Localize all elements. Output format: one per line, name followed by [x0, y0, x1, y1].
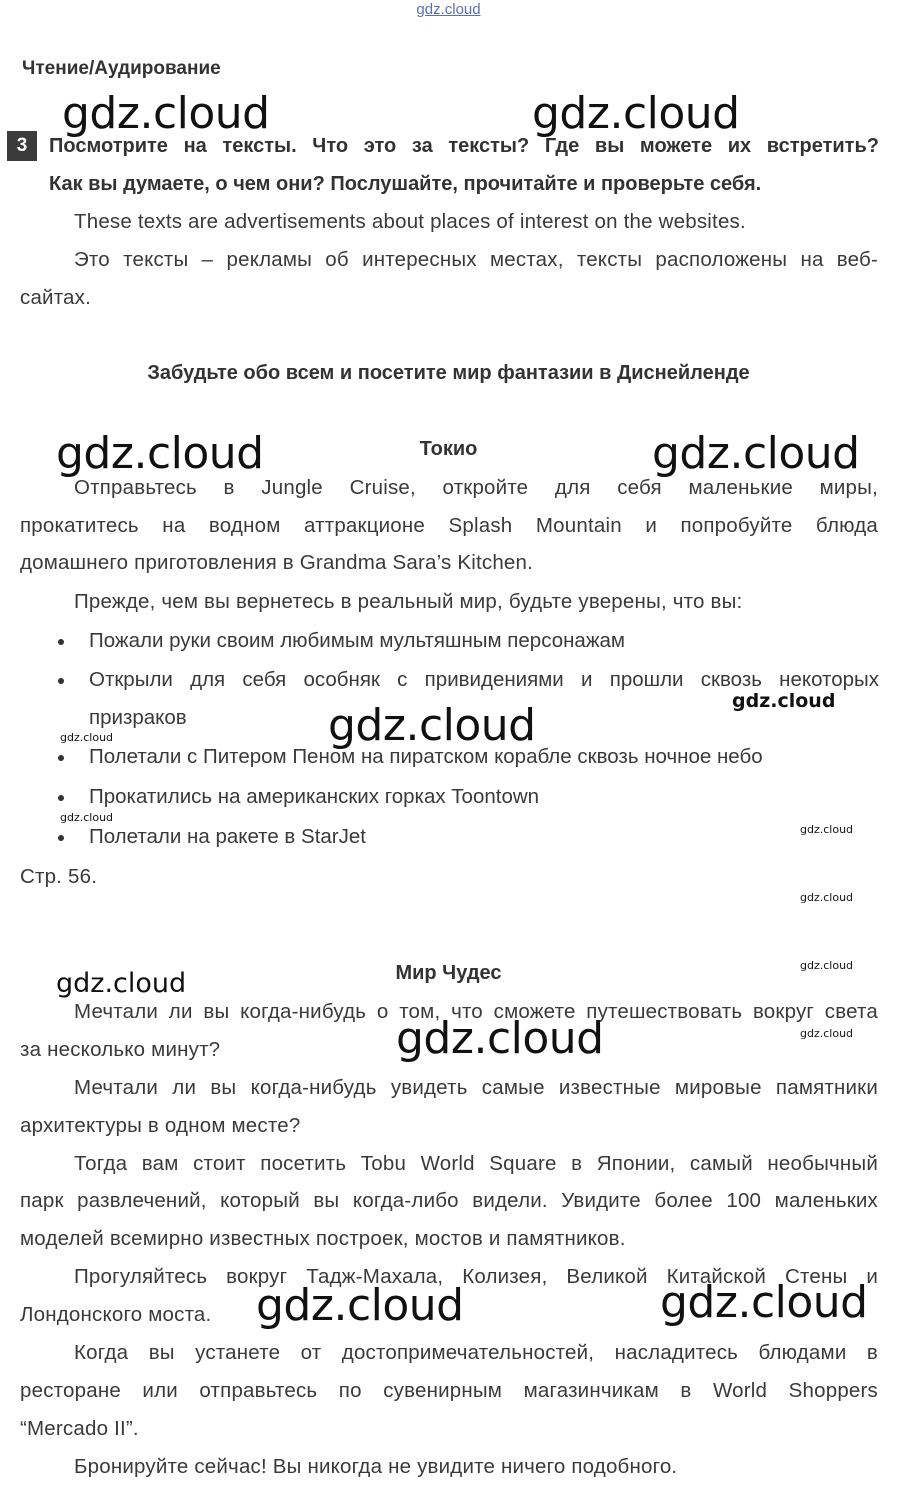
- watermark: gdz.cloud: [660, 1277, 868, 1328]
- exercise-number-badge: 3: [7, 131, 37, 161]
- disney-bullet-2-cont: призраков: [89, 706, 187, 729]
- task-line-2: Как вы думаете, о чем они? Послушайте, прочитайте и проверьте себя.: [49, 173, 762, 195]
- world-p2-line1: Мечтали ли вы когда-нибудь увидеть самые известные мировые памятники: [74, 1076, 878, 1099]
- world-p5-line3: “Mercado II”.: [20, 1417, 139, 1440]
- disney-para1-line1: Отправьтесь в Jungle Cruise, откройте для себя маленькие миры,: [74, 476, 878, 499]
- world-p5-line2: ресторане или отправьтесь по сувенирным магазинчикам в World Shoppers: [20, 1379, 878, 1402]
- watermark: gdz.cloud: [800, 823, 854, 836]
- section-title: Чтение/Аудирование: [22, 58, 221, 79]
- watermark: gdz.cloud: [800, 891, 854, 904]
- disney-title: Забудьте обо всем и посетите мир фантазии в Диснейленде: [147, 362, 750, 384]
- watermark: gdz.cloud: [532, 88, 740, 139]
- answer-russian-line-2: сайтах.: [20, 286, 92, 309]
- disney-para1-line2: прокатитесь на водном аттракционе Splash Mountain и попробуйте блюда: [20, 514, 878, 537]
- watermark: gdz.cloud: [56, 428, 264, 479]
- disney-bullet-1: Пожали руки своим любимым мультяшным персонажам: [89, 629, 626, 652]
- world-p4-line1: Прогуляйтесь вокруг Тадж-Махала, Колизея, Великой Китайской Стены и: [74, 1265, 878, 1288]
- world-p3-line3: моделей всемирно известных построек, мостов и памятников.: [20, 1227, 626, 1250]
- world-p1-line1: Мечтали ли вы когда-нибудь о том, что сможете путешествовать вокруг света: [74, 1000, 878, 1023]
- disney-bullet-2: Открыли для себя особняк с привидениями и прошли сквозь некоторых: [89, 668, 879, 691]
- bullet-dot: [56, 833, 66, 843]
- watermark: gdz.cloud: [256, 1280, 464, 1331]
- watermark: gdz.cloud: [800, 1027, 854, 1040]
- disney-subtitle: Токио: [419, 438, 478, 460]
- world-p4-line2: Лондонского моста.: [20, 1303, 212, 1326]
- task-line-1: Посмотрите на тексты. Что это за тексты? Где вы можете их встретить?: [49, 135, 879, 157]
- world-p3-line2: парк развлечений, который вы когда-либо видели. Увидите более 100 маленьких: [20, 1189, 878, 1212]
- world-p1-line2: за несколько минут?: [20, 1038, 221, 1061]
- disney-bullet-4: Прокатились на американских горках Toontown: [89, 785, 540, 808]
- watermark: gdz.cloud: [396, 1013, 604, 1064]
- world-title: Мир Чудес: [395, 962, 502, 984]
- disney-bullet-3: Полетали с Питером Пеном на пиратском корабле сквозь ночное небо: [89, 745, 763, 768]
- disney-para1-line3: домашнего приготовления в Grandma Sara’s Kitchen.: [20, 551, 534, 574]
- bullet-dot: [56, 637, 66, 647]
- watermark: gdz.cloud: [56, 968, 187, 999]
- answer-english: These texts are advertisements about places of interest on the websites.: [74, 210, 746, 233]
- site-link[interactable]: gdz.cloud: [416, 1, 481, 18]
- disney-para2: Прежде, чем вы вернетесь в реальный мир, будьте уверены, что вы:: [74, 590, 743, 613]
- world-p2-line2: архитектуры в одном месте?: [20, 1114, 301, 1137]
- bullet-dot: [56, 753, 66, 763]
- page-reference: Стр. 56.: [20, 865, 98, 888]
- watermark: gdz.cloud: [60, 811, 114, 824]
- world-p5-line1: Когда вы устанете от достопримечательностей, насладитесь блюдами в: [74, 1341, 878, 1364]
- disney-bullet-5: Полетали на ракете в StarJet: [89, 825, 366, 848]
- watermark: gdz.cloud: [62, 88, 270, 139]
- watermark: gdz.cloud: [800, 959, 854, 972]
- answer-russian-line-1: Это тексты – рекламы об интересных местах, тексты расположены на веб-: [74, 248, 878, 271]
- watermark: gdz.cloud: [60, 731, 114, 744]
- watermark: gdz.cloud: [732, 690, 836, 712]
- bullet-dot: [56, 676, 66, 686]
- world-p6: Бронируйте сейчас! Вы никогда не увидите ничего подобного.: [74, 1455, 678, 1478]
- watermark: gdz.cloud: [652, 428, 860, 479]
- bullet-dot: [56, 793, 66, 803]
- world-p3-line1: Тогда вам стоит посетить Tobu World Square в Японии, самый необычный: [74, 1152, 878, 1175]
- watermark: gdz.cloud: [328, 700, 536, 751]
